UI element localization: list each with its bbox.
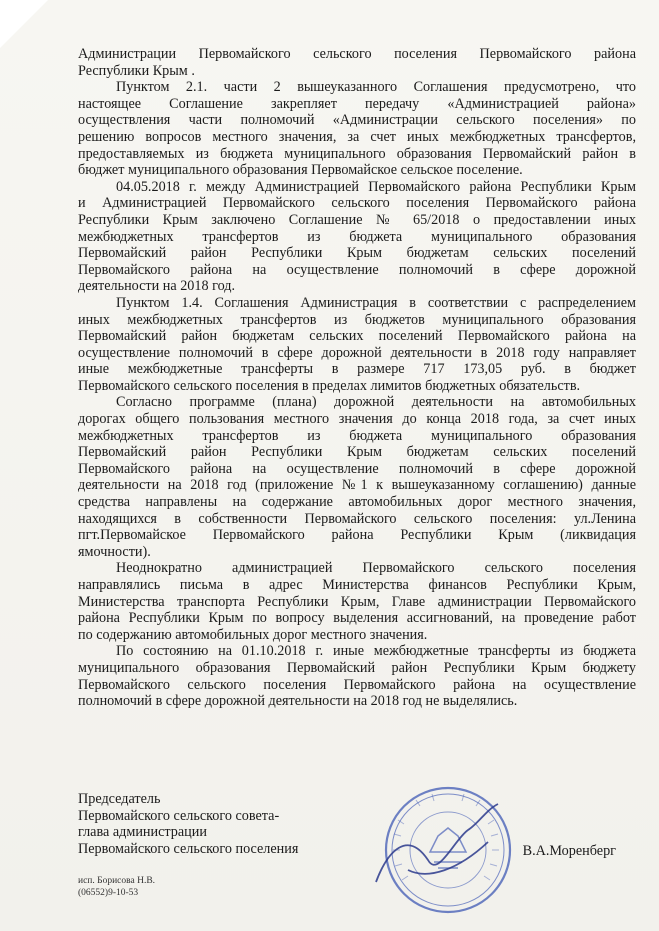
paragraph-line: Первомайского сельского поселения Первомайского района на осуществление bbox=[78, 676, 636, 693]
paragraph bbox=[78, 46, 636, 79]
paragraph-line: осуществления части полномочий «Администрации сельского поселения» по bbox=[78, 112, 636, 129]
paragraph-line: межбюджетных трансфертов из бюджета муниципального образования bbox=[78, 427, 636, 444]
signer-title-line: Первомайского сельского совета- bbox=[78, 807, 280, 824]
official-stamp bbox=[368, 770, 528, 930]
paragraph bbox=[78, 295, 636, 395]
paragraph-line: Пунктом 2.1. части 2 вышеуказанного Соглашения предусмотрено, что bbox=[116, 79, 636, 96]
paragraph-line: Администрации Первомайского сельского поселения Первомайского района bbox=[78, 46, 636, 62]
paragraph-line: полномочий в сфере дорожной деятельности на 2018 год не выделялись. bbox=[78, 693, 518, 710]
paragraph bbox=[78, 394, 636, 560]
paragraph bbox=[78, 179, 636, 295]
paragraph-line: иные межбюджетные трансферты в размере 717 173,05 руб. в бюджет bbox=[78, 361, 636, 378]
letter-body bbox=[78, 46, 636, 710]
page-corner-fold bbox=[0, 0, 48, 48]
paragraph-line: Пунктом 1.4. Соглашения Администрация в соответствии с распределением bbox=[116, 294, 636, 311]
paragraph bbox=[78, 643, 636, 709]
paragraph-line: средства направлены на содержание автомобильных дорог местного значения, bbox=[78, 494, 636, 511]
paragraph-line: пгт.Первомайское Первомайского района Республики Крым (ликвидация bbox=[78, 527, 636, 544]
paragraph-line: Министерства транспорта Республики Крым, Главе администрации Первомайского bbox=[78, 593, 636, 610]
paragraph-line: Республики Крым заключено Соглашение № 65/2018 о предоставлении иных bbox=[78, 211, 636, 228]
paragraph-line: Первомайский район бюджетам сельских поселений Первомайского района на bbox=[78, 328, 636, 345]
paragraph-line: Первомайского района на осуществление полномочий в сфере дорожной bbox=[78, 261, 636, 278]
paragraph-line: Первомайского района на осуществление полномочий в сфере дорожной bbox=[78, 460, 636, 477]
paragraph-line: межбюджетных трансфертов из бюджета муниципального образования bbox=[78, 228, 636, 245]
executor-phone: (06552)9-10-53 bbox=[78, 888, 139, 898]
paragraph-line: деятельности на 2018 год. bbox=[78, 278, 236, 295]
signer-title-line: Первомайского сельского поселения bbox=[78, 840, 299, 857]
paragraph-line: По состоянию на 01.10.2018 г. иные межбюджетные трансферты из бюджета bbox=[116, 643, 636, 660]
paragraph bbox=[78, 560, 636, 643]
paragraph-line: Первомайский район Республики Крым бюджетам сельских поселений bbox=[78, 245, 636, 262]
paragraph-line: ямочности). bbox=[78, 543, 151, 560]
paragraph-line: направлялись письма в адрес Министерства финансов Республики Крым, bbox=[78, 577, 636, 593]
paragraph-line: Республики Крым . bbox=[78, 62, 195, 79]
paragraph-line: муниципального образования Первомайский район Республики Крым бюджету bbox=[78, 659, 636, 676]
paragraph-line: бюджет муниципального образования Первомайское сельское поселение. bbox=[78, 162, 523, 179]
paragraph-line: осуществление полномочий в сфере дорожной деятельности в 2018 году направляет bbox=[78, 344, 636, 361]
paragraph-line: Первомайский район Республики Крым бюджетам сельских поселений bbox=[78, 444, 636, 461]
signer-name: В.А.Моренберг bbox=[522, 843, 616, 859]
signer-title-line: Председатель bbox=[78, 791, 161, 807]
executor-info bbox=[78, 875, 155, 899]
paragraph-line: района Республики Крым по вопросу выделения ассигнований, на проведение работ bbox=[78, 610, 636, 627]
paragraph bbox=[78, 79, 636, 179]
executor-name: исп. Борисова Н.В. bbox=[78, 876, 156, 886]
paragraph-line: находящихся в собственности Первомайского сельского поселения: ул.Ленина bbox=[78, 510, 636, 527]
signature-block bbox=[78, 791, 636, 857]
paragraph-line: Первомайского сельского поселения в пределах лимитов бюджетных обязательств. bbox=[78, 377, 581, 394]
paragraph-line: дорогах общего пользования местного значения до конца 2018 года, за счет иных bbox=[78, 411, 636, 428]
paragraph-line: Согласно программе (плана) дорожной деятельности на автомобильных bbox=[116, 394, 636, 411]
paragraph-line: решению вопросов местного значения, за счет иных межбюджетных трансфертов, bbox=[78, 128, 636, 145]
paragraph-line: деятельности на 2018 год (приложение №1 к вышеуказанному соглашению) данные bbox=[78, 477, 636, 494]
paragraph-line: Неоднократно администрацией Первомайского сельского поселения bbox=[116, 560, 636, 577]
paragraph-line: настоящее Соглашение закрепляет передачу «Администрацией района» bbox=[78, 95, 636, 112]
paragraph-line: предоставляемых из бюджета муниципального образования Первомайский район в bbox=[78, 145, 636, 162]
paragraph-line: и Администрацией Первомайского сельского поселения Первомайского района bbox=[78, 195, 636, 212]
signer-title-line: глава администрации bbox=[78, 824, 207, 841]
paragraph-line: 04.05.2018 г. между Администрацией Первомайского района Республики Крым bbox=[116, 178, 636, 195]
paragraph-line: иных межбюджетных трансфертов из бюджетов муниципального образования bbox=[78, 311, 636, 328]
paragraph-line: по содержанию автомобильных дорог местного значения. bbox=[78, 626, 428, 643]
